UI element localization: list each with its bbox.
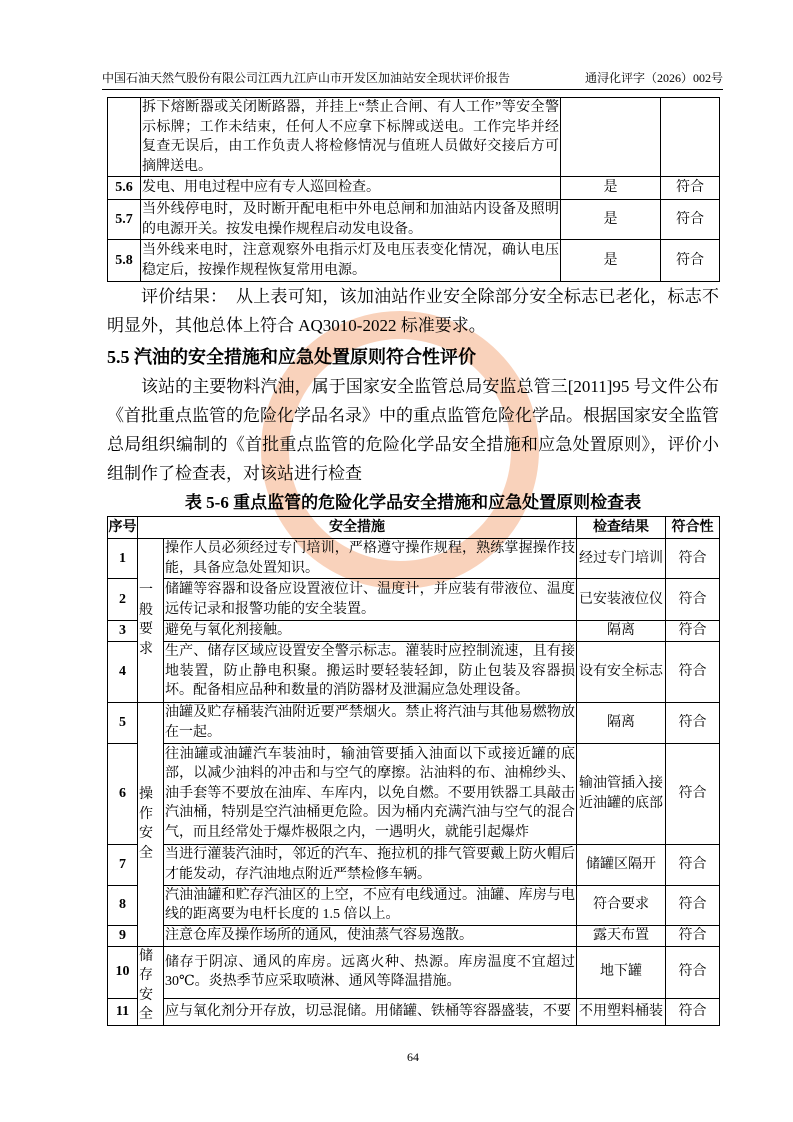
- row-conformity: 符合: [666, 539, 720, 579]
- row-result: 储罐区隔开: [577, 844, 666, 885]
- table-row: [108, 579, 720, 621]
- category-cell: 操作安全: [138, 702, 164, 946]
- row-result: 设有安全标志: [577, 641, 666, 702]
- row-text: 储罐等容器和设备应设置液位计、温度计，并应装有带液位、温度远传记录和报警功能的安全装置。: [164, 579, 577, 621]
- row-conformity: 符合: [666, 925, 720, 946]
- row-result: 经过专门培训: [577, 539, 666, 579]
- table-row: [108, 200, 720, 240]
- row-result: 露天布置: [577, 925, 666, 946]
- row-conformity: 符合: [666, 998, 720, 1025]
- evaluation-result: 评价结果： 从上表可知，该加油站作业安全除部分安全标志已老化，标志不明显外，其他总体上符合 AQ3010-2022 标准要求。: [107, 287, 719, 335]
- row-conformity: 符合: [666, 579, 720, 621]
- header-result: 检查结果: [577, 517, 666, 539]
- row-result: 隔离: [577, 621, 666, 642]
- row-text: 操作人员必须经过专门培训，严格遵守操作规程，熟练掌握操作技能，具备应急处置知识。: [164, 539, 577, 579]
- row-conformity: [661, 98, 720, 177]
- row-result: 已安装液位仪: [577, 579, 666, 621]
- row-conformity: 符合: [661, 200, 720, 240]
- table-row: [108, 702, 720, 743]
- row-number: 5.8: [108, 240, 141, 282]
- row-number: 3: [108, 621, 138, 642]
- row-number: 7: [108, 844, 138, 885]
- row-result: 是: [561, 240, 661, 282]
- header-conformity: 符合性: [666, 517, 720, 539]
- category-cell: 一般要求: [138, 539, 164, 703]
- page-body: [107, 97, 719, 1085]
- row-conformity: 符合: [666, 946, 720, 998]
- table-row: [108, 885, 720, 925]
- row-number: 6: [108, 743, 138, 844]
- section-intro: 该站的主要物料汽油，属于国家安全监管总局安监总管三[2011]95 号文件公布《首批重点监管的危险化学品名录》中的重点监管危险化学品。根据国家安全监管总局组织编制的《首批重点监管的危险化学品安全措施和应急处置原则》，评价小组制作了检查表，对该站进行检查: [107, 377, 719, 483]
- electric-safety-table: [107, 97, 720, 282]
- row-text: 储存于阴凉、通风的库房。远离火种、热源。库房温度不宜超过 30℃。炎热季节应采取喷淋、通风等降温措施。: [164, 946, 577, 998]
- table-row: [108, 177, 720, 200]
- table-row: [108, 998, 720, 1025]
- row-conformity: 符合: [666, 743, 720, 844]
- row-conformity: 符合: [666, 641, 720, 702]
- row-number: 10: [108, 946, 138, 998]
- page-number: 64: [407, 1049, 419, 1064]
- row-text: 避免与氧化剂接触。: [164, 621, 577, 642]
- row-result: 不用塑料桶装: [577, 998, 666, 1025]
- row-text: 生产、储存区域应设置安全警示标志。灌装时应控制流速，且有接地装置，防止静电积聚。搬运时要轻装轻卸，防止包装及容器损坏。配备相应品种和数量的消防器材及泄漏应急处理设备。: [164, 641, 577, 702]
- table-row: [108, 946, 720, 998]
- row-result: 是: [561, 200, 661, 240]
- table-row: [108, 621, 720, 642]
- row-result: 输油管插入接近油罐的底部: [577, 743, 666, 844]
- table-caption: 表 5-6 重点监管的危险化学品安全措施和应急处置原则检查表: [184, 493, 642, 512]
- row-conformity: 符合: [666, 621, 720, 642]
- row-conformity: 符合: [666, 885, 720, 925]
- row-text: 注意仓库及操作场所的通风，使油蒸气容易逸散。: [164, 925, 577, 946]
- row-text: 油罐及贮存桶装汽油附近要严禁烟火。禁止将汽油与其他易燃物放在一起。: [164, 702, 577, 743]
- row-number: 11: [108, 998, 138, 1025]
- row-conformity: 符合: [661, 177, 720, 200]
- row-result: 是: [561, 177, 661, 200]
- header-title: 中国石油天然气股份有限公司江西九江庐山市开发区加油站安全现状评价报告: [102, 71, 511, 85]
- row-number: 5.7: [108, 200, 141, 240]
- row-number: 4: [108, 641, 138, 702]
- table-row: [108, 743, 720, 844]
- row-conformity: 符合: [666, 702, 720, 743]
- row-text: 当外线停电时，及时断开配电柜中外电总闸和加油站内设备及照明的电源开关。按发电操作规程启动发电设备。: [141, 200, 561, 240]
- row-text: 当外线来电时，注意观察外电指示灯及电压表变化情况，确认电压稳定后，按操作规程恢复常用电源。: [141, 240, 561, 282]
- table-row: [108, 925, 720, 946]
- header-no: 序号: [108, 517, 138, 539]
- row-result: [561, 98, 661, 177]
- row-text: 往油罐或油罐汽车装油时，输油管要插入油面以下或接近罐的底部，以减少油料的冲击和与空气的摩擦。沾油料的布、油棉纱头、油手套等不要放在油库、车库内，以免自燃。不要用铁器工具敲击汽油桶，特别是空汽油桶更危险。因为桶内充满汽油与空气的混合气，而且经常处于爆炸极限之内，一遇明火，就能引起爆炸: [164, 743, 577, 844]
- row-result: 隔离: [577, 702, 666, 743]
- header-measures: 安全措施: [138, 517, 577, 539]
- page-header: [102, 68, 723, 90]
- row-number: 5.6: [108, 177, 141, 200]
- table-row: [108, 844, 720, 885]
- table-row: [108, 240, 720, 282]
- row-text: 拆下熔断器或关闭断路器，并挂上“禁止合闸、有人工作”等安全警示标牌；工作未结束，任何人不应拿下标牌或送电。工作完毕并经复查无误后，由工作负责人将检修情况与值班人员做好交接后方可摘牌送电。: [141, 98, 561, 177]
- row-text: 当进行灌装汽油时，邻近的汽车、拖拉机的排气管要戴上防火帽后才能发动，存汽油地点附近严禁检修车辆。: [164, 844, 577, 885]
- row-result: 符合要求: [577, 885, 666, 925]
- row-number: [108, 98, 141, 177]
- row-text: 应与氧化剂分开存放，切忌混储。用储罐、铁桶等容器盛装，不要: [164, 998, 577, 1025]
- row-number: 8: [108, 885, 138, 925]
- row-number: 2: [108, 579, 138, 621]
- table-row: [108, 539, 720, 579]
- row-conformity: 符合: [666, 844, 720, 885]
- category-cell: 储存安全: [138, 946, 164, 1025]
- hazardous-chemical-checklist: [107, 516, 720, 1026]
- row-text: 发电、用电过程中应有专人巡回检查。: [141, 177, 561, 200]
- row-conformity: 符合: [661, 240, 720, 282]
- row-number: 5: [108, 702, 138, 743]
- table-row: [108, 641, 720, 702]
- table-row: [108, 98, 720, 177]
- row-result: 地下罐: [577, 946, 666, 998]
- section-heading: 5.5 汽油的安全措施和应急处置原则符合性评价: [107, 347, 476, 367]
- row-text: 汽油油罐和贮存汽油区的上空，不应有电线通过。油罐、库房与电线的距离要为电杆长度的 1.5 倍以上。: [164, 885, 577, 925]
- header-doc-number: 通浔化评字（2026）002号: [584, 71, 723, 85]
- row-number: 1: [108, 539, 138, 579]
- row-number: 9: [108, 925, 138, 946]
